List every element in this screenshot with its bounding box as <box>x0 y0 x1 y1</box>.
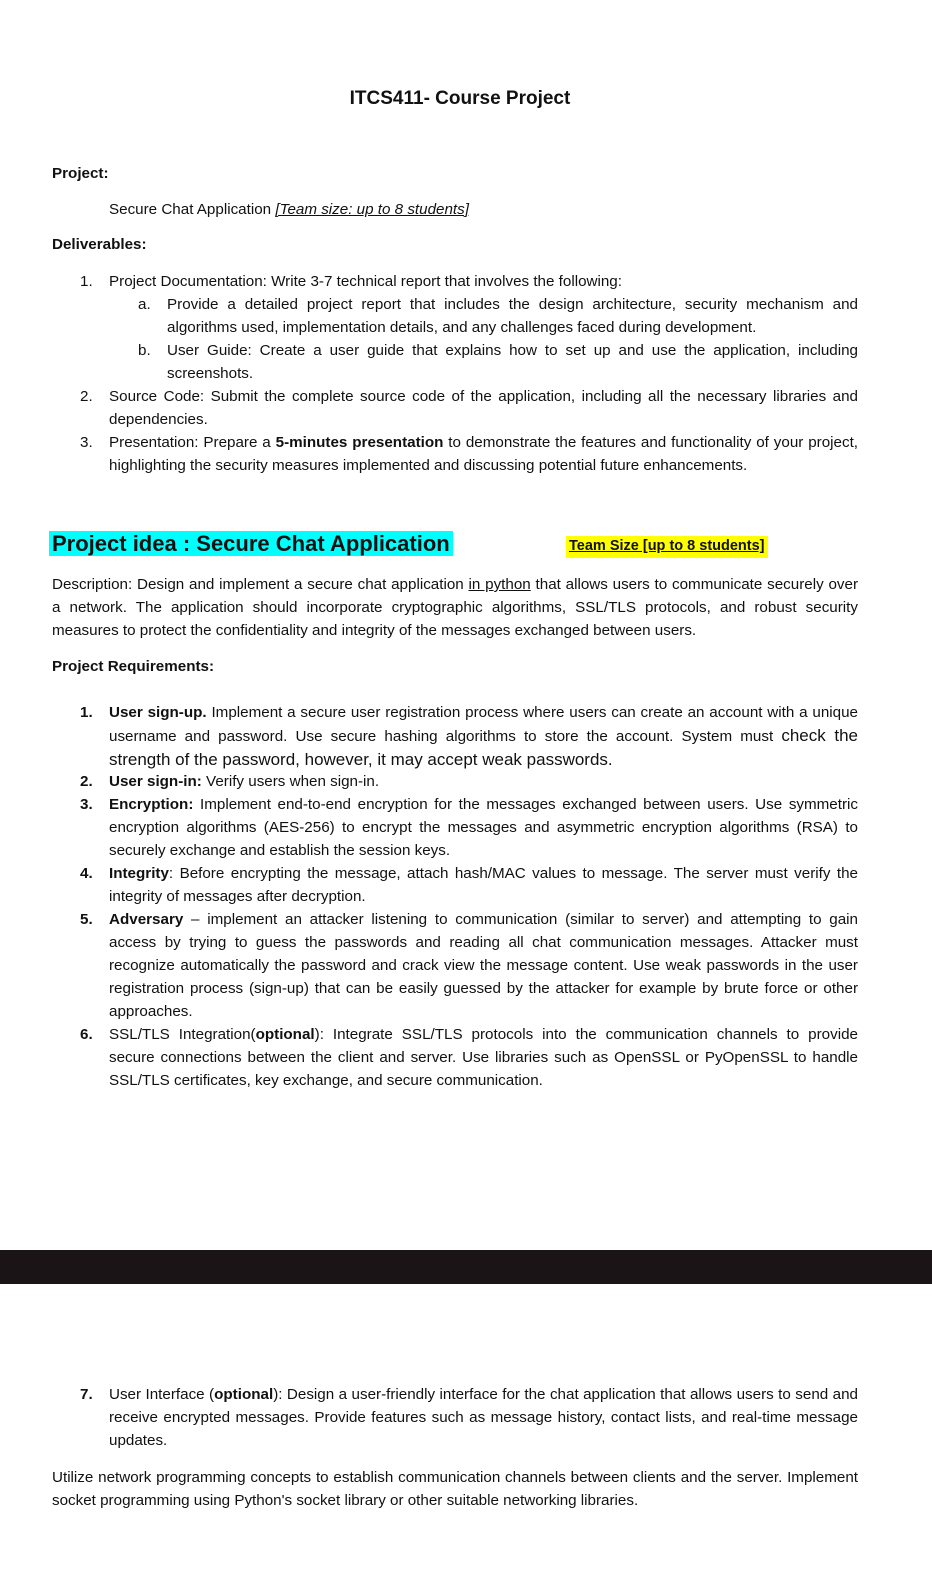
page-break-bar <box>0 1250 932 1284</box>
text-run: check the strength of the password, however, it may accept weak passwords. <box>109 726 859 769</box>
project-idea-heading <box>49 529 453 558</box>
list-number: 3. <box>80 796 93 813</box>
text-run: Implement end-to-end encryption for the messages exchanged between users. Use symmetric encryption algorithms (AES-256) to encrypt the messages and asymmetric encryption algorithms (RSA) to securely exchange and establish the session keys. <box>109 796 858 859</box>
bold-run: optional <box>214 1386 274 1403</box>
text-run: Implement a secure user registration process where users can create an account with a unique username and password. Use secure hashing algorithms to store the account. System must <box>109 704 858 745</box>
bold-run: Encryption: <box>109 796 194 813</box>
highlighted-team-size: Team Size [up to 8 students] <box>566 536 768 558</box>
requirement-item <box>80 793 858 862</box>
text-run: Description: Design and implement a secure chat application <box>52 576 469 593</box>
requirement-item <box>80 770 858 793</box>
underlined-run: in python <box>468 576 531 593</box>
requirement-item <box>80 908 858 1023</box>
list-number: 5. <box>80 911 93 928</box>
subitem-text: User Guide: Create a user guide that explains how to set up and use the application, including screenshots. <box>167 342 858 382</box>
project-description <box>52 573 858 642</box>
deliverable-subitem <box>138 293 858 339</box>
requirement-text <box>109 770 858 793</box>
requirement-text <box>109 701 858 772</box>
project-name: Secure Chat Application <box>109 201 272 218</box>
requirement-text <box>109 908 858 1023</box>
requirement-item <box>80 1023 858 1092</box>
requirement-text <box>109 793 858 862</box>
deliverable-subitem <box>138 339 858 385</box>
deliverable-text <box>109 431 858 477</box>
requirement-text <box>109 1383 858 1452</box>
deliverable-text: Source Code: Submit the complete source code of the application, including all the necessary libraries and dependencies. <box>109 388 858 428</box>
requirements-label: Project Requirements: <box>52 658 215 675</box>
list-number: 2. <box>80 388 93 405</box>
bold-run: User sign-in: <box>109 773 202 790</box>
deliverable-item <box>80 385 858 431</box>
page-title: ITCS411- Course Project <box>349 88 571 109</box>
requirement-text <box>109 862 858 908</box>
list-number: 7. <box>80 1386 93 1403</box>
list-number: 1. <box>80 273 93 290</box>
list-number: 3. <box>80 434 93 451</box>
bold-run: User sign-up. <box>109 704 207 721</box>
closing-paragraph: Utilize network programming concepts to establish communication channels between clients and the server. Implement socket programming using Python's socket library or other suitable networking libraries. <box>52 1469 858 1509</box>
list-number: 2. <box>80 773 93 790</box>
deliverable-text: Project Documentation: Write 3-7 technical report that involves the following: <box>109 273 622 290</box>
bold-run: optional <box>255 1026 315 1043</box>
list-number: 1. <box>80 704 93 721</box>
project-line <box>109 198 469 221</box>
list-number: 4. <box>80 865 93 882</box>
requirement-item <box>80 1383 858 1452</box>
bold-run: 5-minutes presentation <box>275 434 444 451</box>
text-run: – implement an attacker listening to communication (similar to server) and attempting to gain access by trying to guess the passwords and reading all chat communication messages. Attacker must recognize automatically the password and crack view the message content. Use weak passwords in the user registration process (sign-up) that can be easily guessed by the attacker for example by brute force or other approaches. <box>109 911 858 1020</box>
list-letter: b. <box>138 342 151 359</box>
text-run: ): Design a user-friendly interface for the chat application that allows users to send and receive encrypted messages. Provide features such as message history, contact lists, and real-time message updates. <box>109 1386 859 1449</box>
text-run: ): Integrate SSL/TLS protocols into the communication channels to provide secure connections between the client and server. Use libraries such as OpenSSL or PyOpenSSL to handle SSL/TLS certificates, key exchange, and secure communication. <box>109 1026 858 1089</box>
bold-run: Adversary <box>109 911 184 928</box>
subitem-text: Provide a detailed project report that includes the design architecture, security mechanism and algorithms used, implementation details, and any challenges faced during development. <box>167 296 858 336</box>
team-size-badge <box>566 534 768 557</box>
text-run: Presentation: Prepare a <box>109 434 276 451</box>
text-run: that allows users to communicate securely over a network. The application should incorporate cryptographic algorithms, SSL/TLS protocols, and robust security measures to protect the confidentiality and integrity of the messages exchanged between users. <box>52 576 859 639</box>
text-run: Verify users when sign-in. <box>201 773 380 790</box>
list-number: 6. <box>80 1026 93 1043</box>
requirement-item <box>80 701 858 772</box>
text-run: : Before encrypting the message, attach hash/MAC values to message. The server must verify the integrity of messages after decryption. <box>109 865 858 905</box>
text-run: User Interface ( <box>109 1386 215 1403</box>
highlighted-heading: Project idea : Secure Chat Application <box>49 531 453 556</box>
requirement-text <box>109 1023 858 1092</box>
requirement-item <box>80 862 858 908</box>
deliverable-item <box>80 431 858 477</box>
text-run: to demonstrate the features and functionality of your project, highlighting the security measures implemented and discussing potential future enhancements. <box>109 434 859 474</box>
list-letter: a. <box>138 296 151 313</box>
bold-run: Integrity <box>109 865 169 882</box>
deliverable-item <box>80 270 860 293</box>
project-team-size: [Team size: up to 8 students] <box>275 201 469 218</box>
project-label: Project: <box>52 165 109 182</box>
deliverables-label: Deliverables: <box>52 236 147 253</box>
text-run: SSL/TLS Integration( <box>109 1026 256 1043</box>
